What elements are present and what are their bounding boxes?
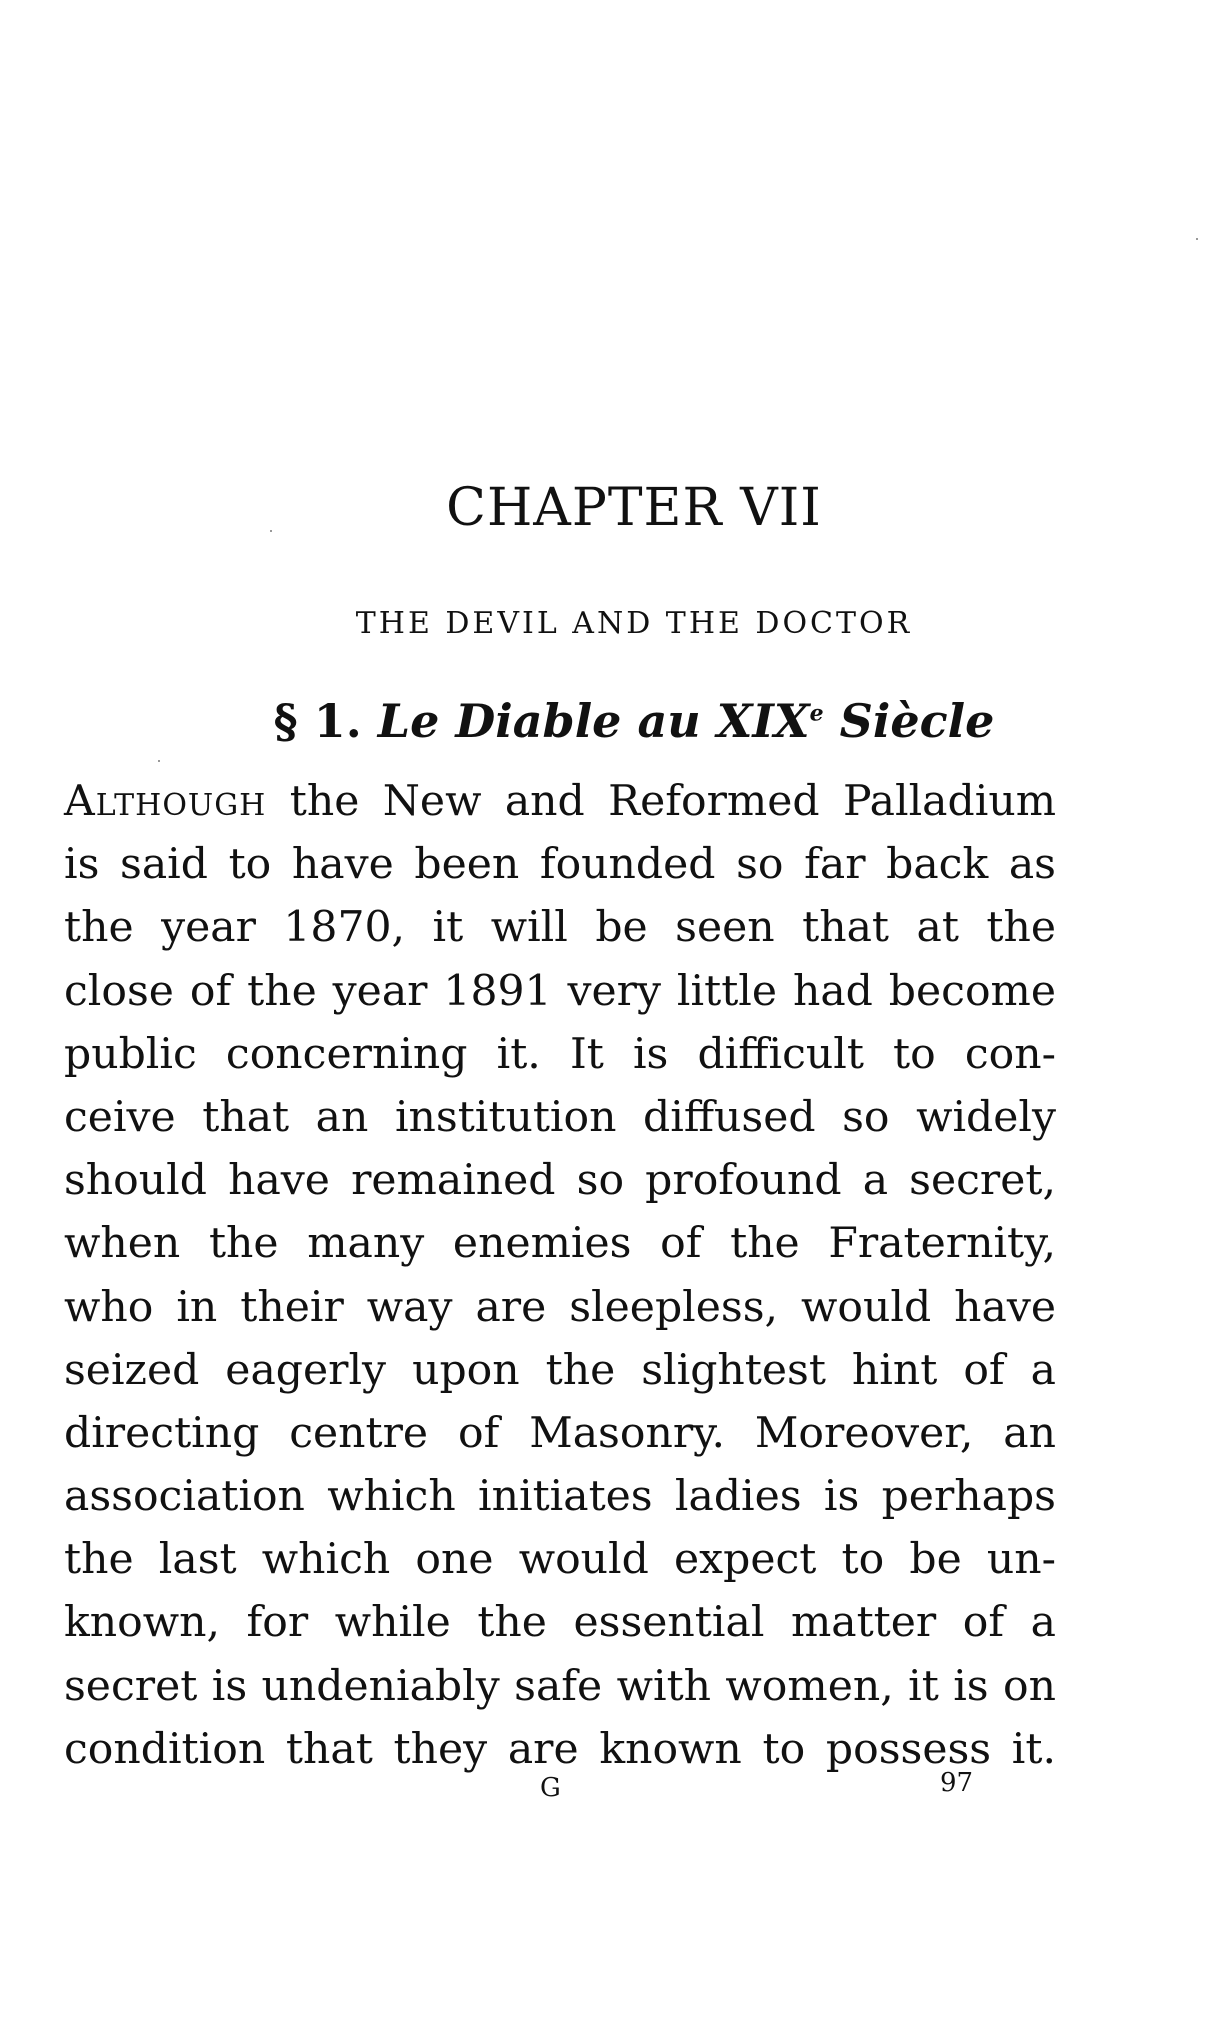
text-line-content: the New and Reformed Palladium [289,777,1056,826]
text-line: public concerning it. It is difficult to con- [64,1029,1056,1079]
text-line: association which initiates ladies is perhaps [64,1472,1056,1522]
signature-mark: G [540,1773,561,1803]
section-title [378,694,995,748]
text-line: seized eagerly upon the slightest hint of a [64,1345,1056,1395]
text-line [64,770,1056,833]
chapter-title: CHAPTER VII [446,478,822,538]
text-line: close of the year 1891 very little had become [64,966,1056,1016]
section-heading [0,694,1208,748]
section-number: § 1. [273,694,362,748]
text-line: is said to have been founded so far back as [64,840,1056,890]
body-paragraph [64,770,1056,1781]
text-line: ceive that an institution diffused so widely [64,1092,1056,1142]
speck [270,530,272,532]
text-line: known, for while the essential matter of a [64,1598,1056,1648]
text-line: the year 1870, it will be seen that at the [64,903,1056,953]
speck [158,760,160,762]
text-line: should have remained so profound a secret, [64,1156,1056,1206]
section-title-end: Siècle [839,694,995,748]
text-line: directing centre of Masonry. Moreover, an [64,1408,1056,1458]
text-line: secret is undeniably safe with women, it is on [64,1661,1056,1711]
opening-word: Although [64,777,267,826]
page-number: 97 [940,1768,974,1798]
text-line: who in their way are sleepless, would have [64,1282,1056,1332]
text-line: when the many enemies of the Fraternity, [64,1219,1056,1269]
section-title-superscript: e [809,700,824,727]
section-title-main: Le Diable au XIX [377,694,810,748]
chapter-subtitle: THE DEVIL AND THE DOCTOR [355,606,913,641]
speck [1196,238,1198,240]
text-line: the last which one would expect to be un- [64,1535,1056,1585]
text-line: condition that they are known to possess it. [64,1724,1056,1774]
